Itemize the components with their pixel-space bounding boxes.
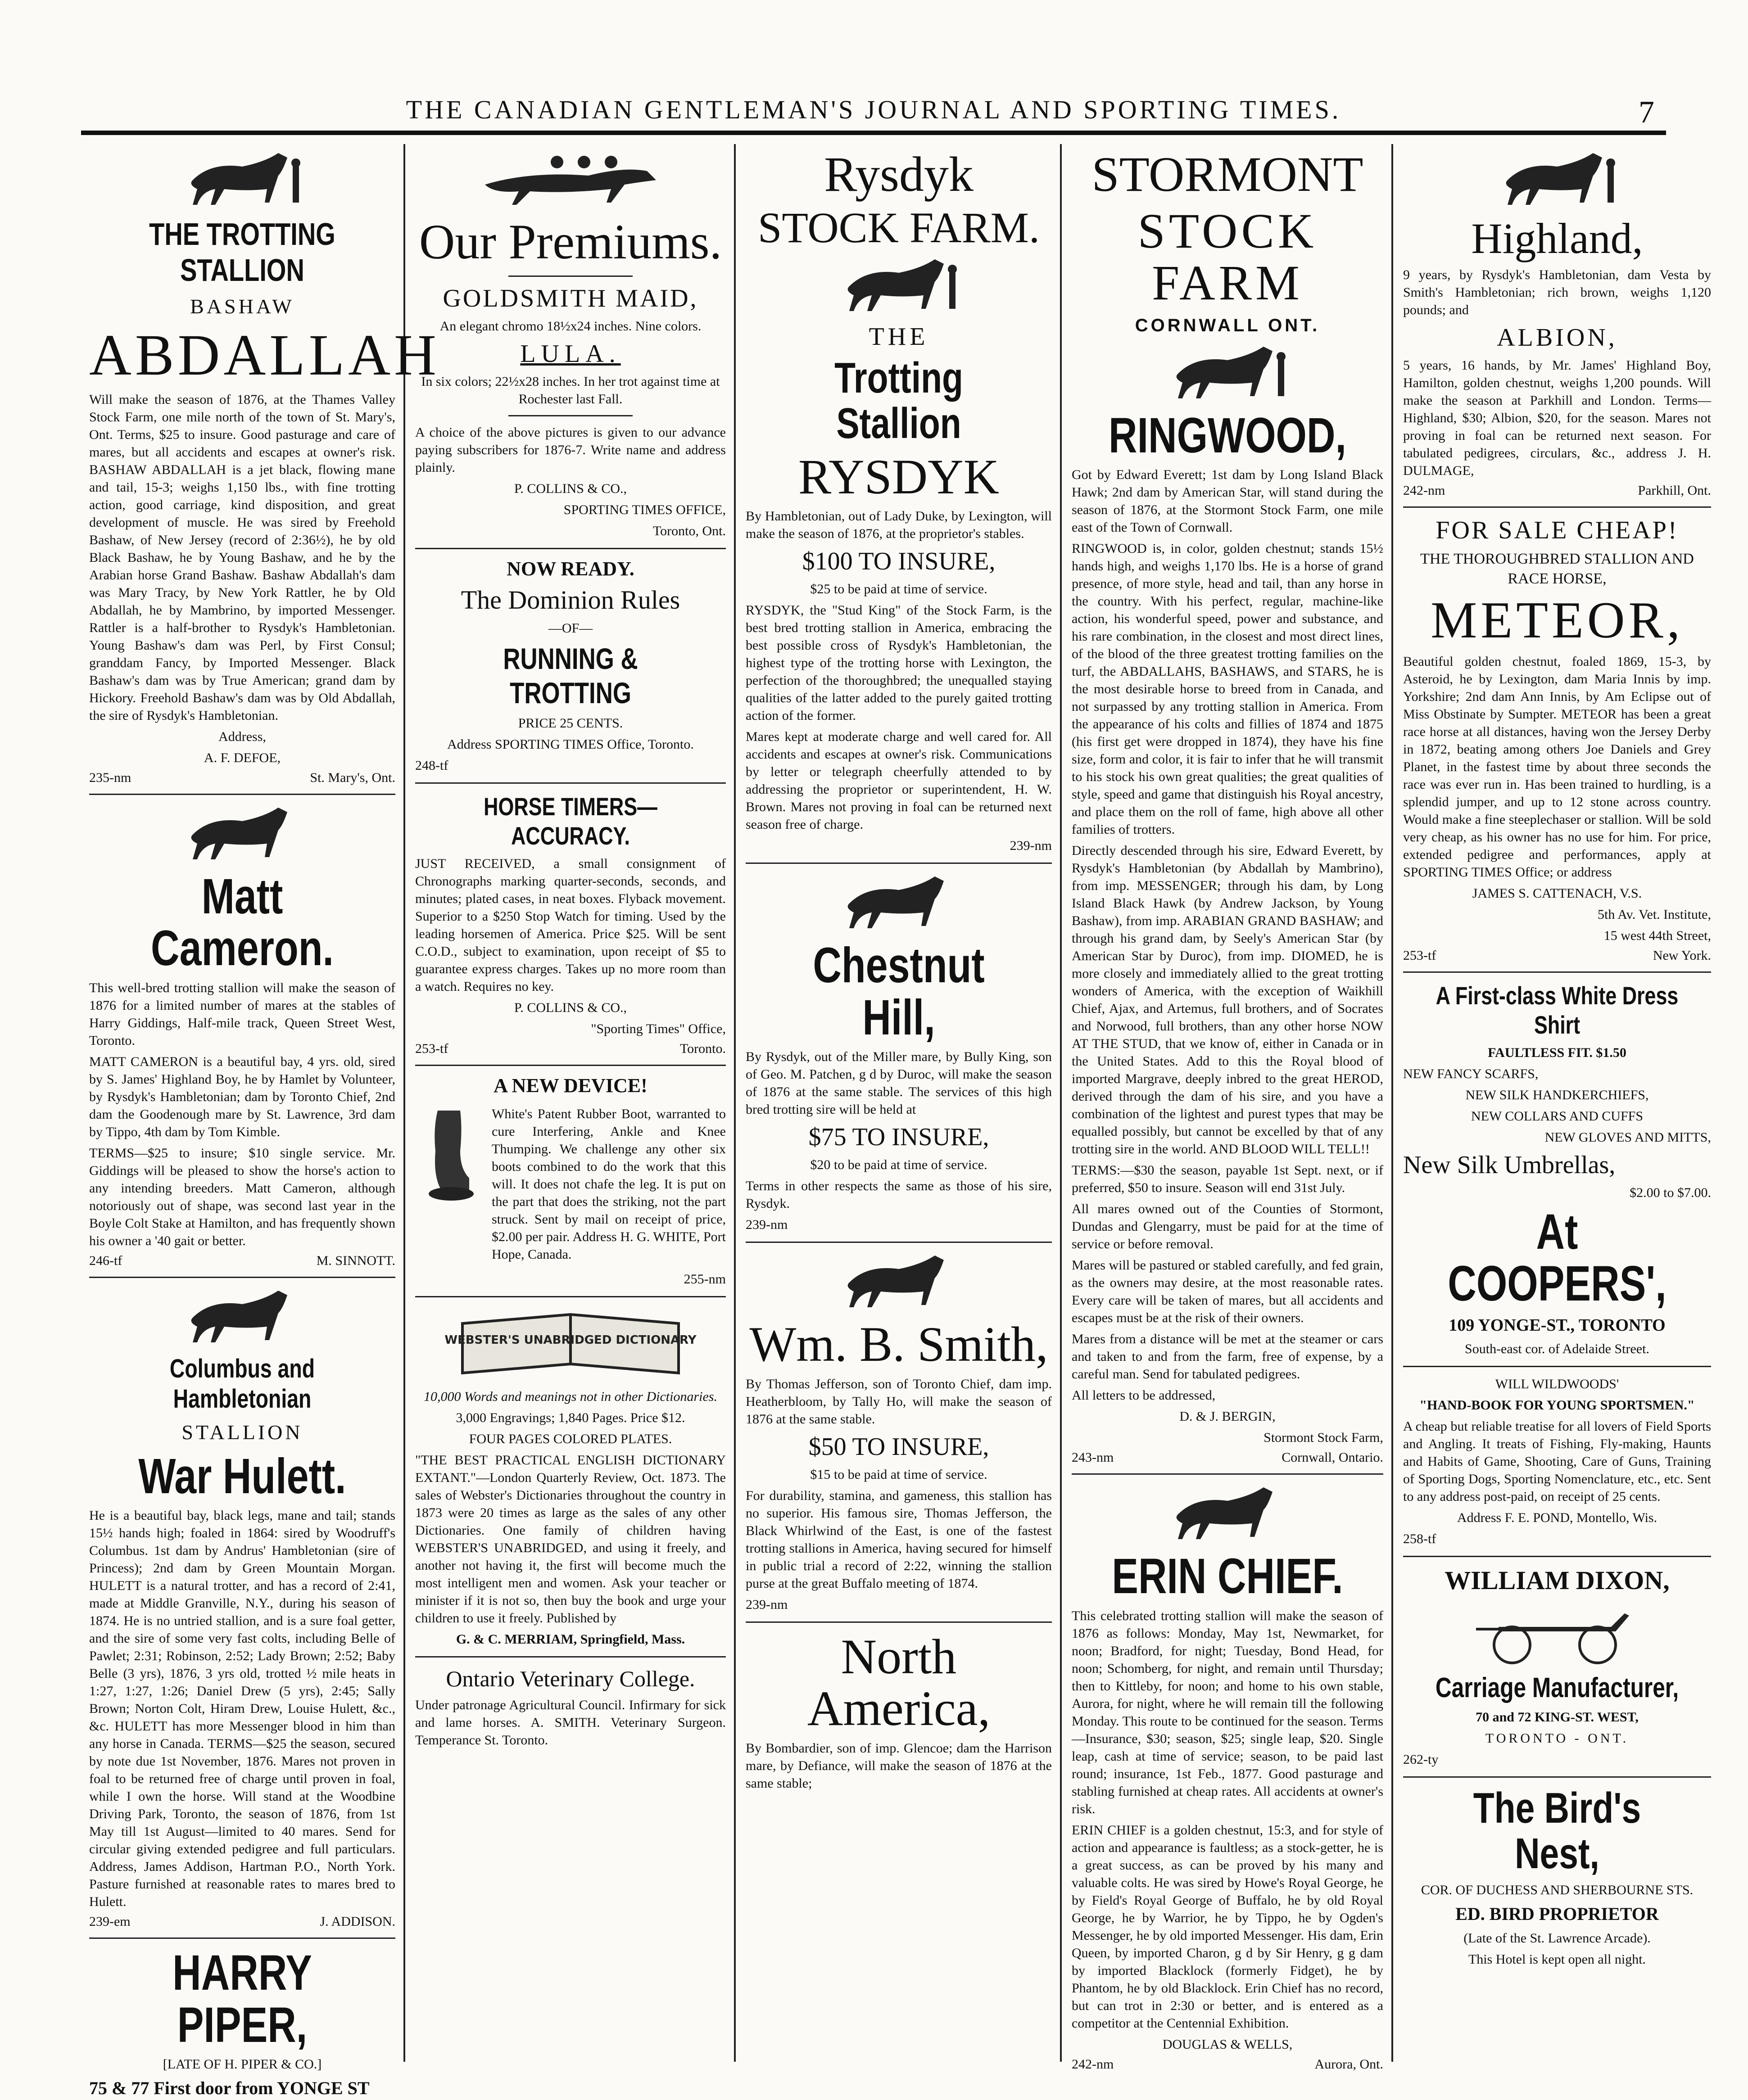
item-line: NEW FANCY SCARFS, — [1403, 1066, 1539, 1081]
ad-meteor — [1403, 516, 1711, 963]
ad-heading: WILL WILDWOODS' — [1495, 1377, 1619, 1392]
business-address: 75 & 77 First door from YONGE ST — [89, 2078, 370, 2098]
ad-ref: 258-tf — [1403, 1531, 1436, 1547]
horse-icon — [175, 1286, 310, 1349]
ad-body: RYSDYK, the "Stud King" of the Stock Farm, is the best bred trotting stallion in America, embracing the best possible cross of Rysdyk's Hambletonian, the highest type of the trotting horse with Lexington, the perfection of the thoroughbred; the unequalled staying qualities of the latter added to the purely gaited trotting action of the former. — [746, 603, 1052, 723]
ad-ref: 255-nm — [684, 1271, 726, 1287]
ad-signature — [1403, 948, 1711, 963]
ad-horse-timers — [415, 792, 726, 1057]
address-city: St. Mary's, Ont. — [310, 770, 395, 785]
divider — [415, 548, 726, 549]
ad-body: By Bombardier, son of imp. Glencoe; dam the Harrison mare, by Defiance, will make the season of 1876 at the same stable; — [746, 1740, 1052, 1791]
ad-ref: 253-tf — [1403, 948, 1436, 963]
business-address: COR. OF DUCHESS AND SHERBOURNE STS. — [1421, 1882, 1694, 1897]
insure-terms: $75 TO INSURE, — [808, 1123, 989, 1152]
ad-signature — [1403, 483, 1711, 498]
ad-body: RINGWOOD is, in color, golden chestnut; stands 15½ hands high, and weighs 1,170 lbs. He is a horse of grand presence, of more style, head and tail, than any horse in the country. With his perfect, regular, machine-like action, his wonderful speed, power and substance, and his rare combination, in the closest and most direct lines, of the blood of the three greatest trotting families on the turf, the ABDALLAHS, BASHAWS, and STARS, he is the most desirable horse to breed from in Canada, and not surpassed by any trotting stallion in America. From the appearance of his colts and fillies of 1874 and 1875 (his first get were dropped in 1874), they have his fine size, form and color, it is fair to infer that he will transmit to his stock his own great qualities; the great qualities of style, speed and game that distinguish his Royal ancestry, and place them on the roll of fame, high above all other families of trotters. — [1072, 541, 1383, 837]
ad-ref: 253-tf — [415, 1041, 448, 1056]
item-line: NEW GLOVES AND MITTS, — [1544, 1129, 1711, 1145]
signature: Toronto. — [679, 1041, 726, 1056]
ad-heading: THE TROTTING STALLION — [149, 217, 335, 288]
ad-north-america — [746, 1631, 1052, 1792]
ad-body: This well-bred trotting stallion will make the season of 1876 for a limited number of mares at the stables of Harry Giddings, Half-mile track, Queen Street West, Toronto. — [89, 980, 395, 1048]
divider — [1403, 506, 1711, 508]
divider — [415, 1065, 726, 1066]
divider — [415, 1656, 726, 1657]
business-city: TORONTO - ONT. — [1485, 1731, 1629, 1746]
ad-body: ERIN CHIEF is a golden chestnut, 15:3, and for style of action and appearance is faultless; as a stock-getter, he is a great success, as can be proved by his many and valuable colts. He was sired by Howe's Royal George, he by Field's Royal George of Buffalo, he by old Royal George, he by Warrior, he by Tippo, he by Ogden's Messenger, he by old imported Messenger. His dam, Erin Queen, by imported Charon, g d by Sir Henry, g g dam by imported Blacklock (formerly Fidget), he by Phantom, he by old Blacklock. Erin Chief has no record, but can trot in 2:30 or better, and is entered as a competitor at the Centennial Exhibition. — [1072, 1822, 1383, 2031]
svg-text:WEBSTER'S UNABRIDGED DICTIONAR: WEBSTER'S UNABRIDGED DICTIONARY — [444, 1333, 697, 1347]
address-name: A. F. DEFOE, — [204, 750, 281, 765]
masthead — [81, 95, 1666, 135]
business-note: (Late of the St. Lawrence Arcade). — [1463, 1930, 1651, 1946]
ad-signature — [89, 1914, 395, 1929]
signature: SPORTING TIMES OFFICE, — [563, 502, 726, 517]
book-address: Address SPORTING TIMES Office, Toronto. — [447, 736, 694, 752]
ad-heading: HORSE TIMERS—ACCURACY. — [484, 792, 657, 850]
divider — [746, 863, 1052, 864]
ad-signature — [89, 770, 395, 786]
farm-place: CORNWALL ONT. — [1135, 315, 1320, 335]
page-number: 7 — [1639, 95, 1657, 130]
ad-matt-cameron — [89, 803, 395, 1269]
stallion-name: North America, — [807, 1629, 991, 1736]
signature: Aurora, Ont. — [1314, 2056, 1383, 2072]
ad-subheading: BASHAW — [190, 295, 294, 318]
stallion-name: Matt Cameron. — [151, 868, 334, 976]
signature: Stormont Stock Farm, — [1263, 1430, 1383, 1445]
premium-description: An elegant chromo 18½x24 inches. Nine colors. — [439, 318, 702, 334]
book-title: The Dominion Rules — [461, 585, 680, 614]
insure-terms: $100 TO INSURE, — [802, 547, 996, 576]
racing-horses-icon — [476, 149, 665, 212]
rubber-boot-icon — [415, 1102, 487, 1205]
divider — [746, 1242, 1052, 1243]
ad-subheading: FAULTLESS FIT. $1.50 — [1488, 1045, 1626, 1060]
ad-subheading: "HAND-BOOK FOR YOUNG SPORTSMEN." — [1419, 1398, 1695, 1413]
horse-icon — [831, 1251, 966, 1314]
stallion-name: Wm. B. Smith, — [749, 1317, 1048, 1372]
ad-body: JUST RECEIVED, a small consignment of Chronographs marking quarter-seconds, seconds, and minutes; plated cases, in neat boxes. Flyback movement. Superior to a $250 Stop Watch for timing. Used by the leading horsemen of America. Price $25. Will be sent C.O.D., subject to examination, upon receipt of $5 to guarantee express charges. Takes up no more room than a watch. Requires no key. — [415, 856, 726, 994]
horse-icon — [1160, 342, 1295, 405]
divider — [415, 782, 726, 784]
ad-webster — [415, 1305, 726, 1648]
ad-heading: A NEW DEVICE! — [494, 1074, 648, 1097]
ad-ref: 239-nm — [746, 1597, 788, 1612]
stallion-name: Highland, — [1471, 214, 1643, 262]
signature: DOUGLAS & WELLS, — [1162, 2037, 1293, 2052]
address-label: Address, — [218, 729, 266, 744]
open-book-icon — [444, 1305, 697, 1382]
item-line: NEW SILK HANDKERCHIEFS, — [1465, 1087, 1649, 1102]
ad-ref: 242-nm — [1072, 2056, 1114, 2072]
column-3 — [738, 144, 1062, 2062]
ad-body: All mares owned out of the Counties of Stormont, Dundas and Glengarry, must be paid for at the time of service or before removal. — [1072, 1201, 1383, 1251]
stallion-name: ALBION, — [1497, 323, 1617, 352]
book-subtitle: RUNNING & TROTTING — [503, 641, 638, 709]
divider — [89, 1937, 395, 1939]
farm-title: STOCK FARM. — [758, 203, 1040, 252]
book-of: —OF— — [548, 620, 593, 636]
signature: G. & C. MERRIAM, Springfield, Mass. — [456, 1631, 685, 1647]
divider — [415, 1296, 726, 1297]
business-name: The Bird's Nest, — [1473, 1784, 1641, 1878]
ad-the: THE — [869, 323, 929, 351]
book-price: PRICE 25 CENTS. — [518, 715, 623, 731]
service-terms: $20 to be paid at time of service. — [810, 1157, 987, 1173]
ad-ref: 248-tf — [415, 758, 448, 773]
ad-vet-college — [415, 1666, 726, 1749]
stallion-name: Chestnut Hill, — [813, 938, 985, 1045]
signature: 5th Av. Vet. Institute, — [1598, 907, 1711, 922]
ad-heading: Trotting Stallion — [834, 354, 963, 448]
ad-body: MATT CAMERON is a beautiful bay, 4 yrs. old, sired by S. James' Highland Boy, he by Hamlet by Volunteer, by Rysdyk's Hambletonian; dam by Toronto Chief, 2nd dam the Goodenough mare by St. Lawrence, 3rd dam by Tippo, 4th dam by Tom Kimble. — [89, 1054, 395, 1139]
stallion-name: RYSDYK — [798, 449, 1000, 504]
ad-body: 5 years, 16 hands, by Mr. James' Highland Boy, Hamilton, golden chestnut, weighs 1,200 pounds. Will make the season at Parkhill and London. Terms—Highland, $30; Albion, $20, for the season. Mares not proving in foal can be returned next season. For tabulated pedigrees, circulars, &c., address J. H. DULMAGE, — [1403, 357, 1711, 478]
signature: Cornwall, Ontario. — [1282, 1450, 1383, 1465]
divider — [1403, 1776, 1711, 1778]
ad-signature — [1072, 2057, 1383, 2072]
ad-subheading: THE THOROUGHBRED STALLION AND RACE HORSE, — [1420, 550, 1694, 587]
divider — [508, 275, 633, 277]
horse-icon — [831, 872, 966, 935]
business-footer: This Hotel is kept open all night. — [1468, 1951, 1646, 1967]
ad-body: Directly descended through his sire, Edward Everett, by Rysdyk's Hambletonian (by Abdallah by Mambrino), from imp. MESSENGER; through his dam, by Long Island Black Hawk (by Andrew Jackson, by Young Bashaw), from imp. ARABIAN GRAND BASHAW; and through his grand dam, by Seely's American Star (by American Star by Duroc), from imp. DIOMED, he is more closely and immediately allied to the great trotting wonders of America, with the exception of Waikhill Chief, Ajax, and Artemus, full brothers, and of Socrates and Norwood, full brothers, than any other horse NOW AT THE STUD, that we know of, either in Canada or in the United States. Add to this the Royal blood of imported Margrave, deeply inbred to the great HEROD, derived through the dam of his sire, and you have a combination of the lightest and purest types that may be equalled possibly, but cannot be excelled by that of any trotting sire in the world. AND BLOOD WILL TELL!! — [1072, 843, 1383, 1156]
ad-signature — [89, 1253, 395, 1269]
service-terms: $25 to be paid at time of service. — [810, 582, 987, 597]
divider — [1072, 1473, 1383, 1475]
signature: Address F. E. POND, Montello, Wis. — [1457, 1510, 1657, 1526]
horse-icon — [175, 149, 310, 212]
ad-signature — [415, 1041, 726, 1057]
divider — [89, 794, 395, 795]
ad-body: Terms in other respects the same as those of his sire, Rysdyk. — [746, 1179, 1052, 1211]
ad-heading: NOW READY. — [507, 557, 634, 580]
ad-subheading: STALLION — [181, 1420, 303, 1444]
ad-body: By Rysdyk, out of the Miller mare, by Bully King, son of Geo. M. Patchen, g d by Duroc, will make the season of 1876 at the same stable. The services of this high bred trotting sire will be held at — [746, 1049, 1052, 1117]
signature: Parkhill, Ont. — [1638, 483, 1711, 498]
column-2 — [407, 144, 736, 2062]
ad-body: Under patronage Agricultural Council. Infirmary for sick and lame horses. A. SMITH. Veterinary Surgeon. Temperance St. Toronto. — [415, 1697, 726, 1748]
ad-ref: 242-nm — [1403, 483, 1445, 498]
business-subtitle: [LATE OF H. PIPER & CO.] — [163, 2057, 322, 2072]
ad-signature — [1072, 1450, 1383, 1465]
umbrella-price: $2.00 to $7.00. — [1630, 1185, 1711, 1200]
ad-ref: 239-nm — [1010, 838, 1052, 854]
ad-ref: 239-nm — [746, 1217, 788, 1233]
farm-title: STORMONT — [1091, 147, 1363, 202]
horse-icon — [831, 255, 966, 318]
ad-dominion-rules — [415, 557, 726, 774]
ad-body: White's Patent Rubber Boot, warranted to cure Interfering, Ankle and Knee Thumping. We challenge any other six boots combined to do the work that this will. It does not chafe the leg. It is put on the part that does the striking, not the part struck. Sent by mail on receipt of price, $2.00 per pair. Address H. G. WHITE, Port Hope, Canada. — [492, 1106, 726, 1262]
ad-stormont — [1072, 149, 1383, 1465]
premium-name: GOLDSMITH MAID, — [443, 284, 698, 312]
store-name: At COOPERS', — [1448, 1204, 1666, 1312]
ad-body: He is a beautiful bay, black legs, mane and tail; stands 15½ hands high; foaled in 1864: sired by Woodruff's Columbus. 1st dam by Andrus' Hambletonian (sire of Princess); 2nd dam by Green Mountain Morgan. HULETT is a natural trotter, and has a record of 2:41, made at Middle Granville, N.Y., during his season of 1874. He is no untried stallion, and is a sure foal getter, and the sire of some very fast colts, including Belle of Pawlet; 2:31; Robinson, 2:52; Lady Brown; 2:52; Baby Belle (3 yrs), 1876, 3 yrs old, trotted ½ mile heats in 1:27, 1:27, 1:26; Daniel Drew (5 yrs), 2:45; Sally Brown; Norton Colt, Hiram Drew, Louise Hulett, &c., &c. HULETT has more Messenger blood in him than any horse in Canada. TERMS—$25 the season, secured by note due 1st November, 1876. Mares not proven in foal to be returned free of charge until proven in foal, while I own the horse. Will stand at the Woodbine Driving Park, Toronto, the season of 1876, from 1st May till 1st August—limited to 40 mares. Send for circular giving extended pedigree and full particulars. Address, James Addison, Hartman P.O., North York. Pasture furnished at reasonable rates to mares bred to Hulett. — [89, 1508, 395, 1909]
ad-erin-chief — [1072, 1483, 1383, 2072]
signature: Toronto, Ont. — [652, 523, 726, 538]
ad-body: Beautiful golden chestnut, foaled 1869, 15-3, by Asteroid, he by Lexington, dam Maria Innis by imp. Yorkshire; 2nd dam Ann Innis, by Am Eclipse out of Miss Obstinate by Sumpter. METEOR has been a great race horse at all distances, having won the Jersey Derby in 1872, beating among others Joe Daniels and Grey Planet, in the fastest time by about three seconds the race was ever run in. Has been trained to hurdling, is a splendid jumper, and up to 12 stone across country. Would make a fine steeplechaser or stallion. Will be sold very cheap, as his owner has no use for him. For price, extended pedigree and performances, apply at SPORTING TIMES Office; or address — [1403, 654, 1711, 880]
divider — [1403, 971, 1711, 973]
ad-highland — [1403, 149, 1711, 498]
signature: J. ADDISON. — [320, 1914, 395, 1929]
ad-body: "THE BEST PRACTICAL ENGLISH DICTIONARY EXTANT."—London Quarterly Review, Oct. 1873. The sales of Webster's Dictionaries throughout the country in 1873 were 20 times as large as the sales of any other Dictionaries. One family of children having WEBSTER'S UNABRIDGED, and using it freely, and another not having it, the first will become much the most intelligent men and women. Ask your teacher or minister if it is not so, then buy the book and urge your children to use it freely. Published by — [415, 1452, 726, 1626]
stallion-name: ERIN CHIEF. — [1112, 1549, 1343, 1604]
section-title: Our Premiums. — [419, 214, 722, 269]
ad-body: Will make the season of 1876, at the Thames Valley Stock Farm, one mile north of the town of St. Mary's, Ont. Terms, $25 to insure. Good pasturage and care of mares, but all accidents and escapes at owner's risk. BASHAW ABDALLAH is a jet black, flowing mane and tail, 15-3; weighs 1,150 lbs., with fine trotting action, good carriage, kind disposition, and great development of muscle. He was sired by Freehold Bashaw, of New Jersey (record of 2:36½), he by old Black Bashaw, he by Young Bashaw, and he by the Arabian horse Grand Bashaw. Bashaw Abdallah's dam was Mary Tracy, by New York Rattler, he by Old Abdallah, he by Mambrino, by imported Messenger. Rattler is a half-brother to Rysdyk's Hambletonian. Young Bashaw's dam was Perl, by First Consul; granddam Fancy, by Imported Messenger. Black Bashaw's dam was by True American; grand dam by Hickory. Freehold Bashaw's dam was by Old Abdallah, the sire of Rysdyk's Hambletonian. — [89, 392, 395, 723]
service-terms: $15 to be paid at time of service. — [810, 1467, 987, 1482]
ad-body: TERMS—$25 to insure; $10 single service. Mr. Giddings will be pleased to show the horse's action to any intending breeders. Matt Cameron, although notoriously out of shape, was second last year in the Boyle Colt Stake at Hamilton, and has frequently shown his owner a '40 gait or better. — [89, 1145, 395, 1248]
ad-body: 9 years, by Rysdyk's Hambletonian, dam Vesta by Smith's Hambletonian; rich brown, weighs 1,120 pounds; and — [1403, 267, 1711, 317]
ad-ref: 262-ty — [1403, 1752, 1439, 1767]
ad-wm-b-smith — [746, 1251, 1052, 1613]
business-address: 70 and 72 KING-ST. WEST, — [1476, 1710, 1639, 1725]
ad-heading: Columbus and Hambletonian — [169, 1354, 315, 1414]
stallion-name: RINGWOOD, — [1109, 407, 1346, 463]
signature: New York. — [1653, 948, 1711, 963]
ad-coopers — [1403, 981, 1711, 1358]
business-proprietor: ED. BIRD PROPRIETOR — [1455, 1903, 1659, 1924]
horse-icon — [1490, 149, 1625, 212]
ad-birds-nest — [1403, 1786, 1711, 1968]
stallion-name: ABDALLAH — [89, 323, 440, 388]
divider — [89, 1277, 395, 1278]
column-5 — [1395, 144, 1719, 2062]
ad-body: For durability, stamina, and gameness, this stallion has no superior. His famous sire, Thomas Jefferson, the Black Whirlwind of the East, is one of the fastest trotting stallions in America, having secured for himself in public trial a record of 2:22, winning the stallion purse at the great Buffalo meeting of 1874. — [746, 1488, 1052, 1591]
ad-body: By Hambletonian, out of Lady Duke, by Lexington, will make the season of 1876, at the proprietor's stables. — [746, 509, 1052, 542]
ad-war-hulett — [89, 1286, 395, 1930]
signature: D. & J. BERGIN, — [1179, 1409, 1276, 1424]
store-address: 109 YONGE-ST., TORONTO — [1449, 1315, 1666, 1335]
signature: JAMES S. CATTENACH, V.S. — [1472, 885, 1642, 901]
ad-body: TERMS:—$30 the season, payable 1st Sept. next, or if preferred, $50 to insure. Season will end 31st July. — [1072, 1163, 1383, 1195]
signature: P. COLLINS & CO., — [514, 1000, 627, 1015]
store-corner: South-east cor. of Adelaide Street. — [1465, 1341, 1649, 1357]
divider — [508, 415, 633, 416]
ad-ref: 243-nm — [1072, 1450, 1114, 1465]
signature: "Sporting Times" Office, — [591, 1021, 726, 1036]
insure-terms: $50 TO INSURE, — [808, 1432, 989, 1461]
ad-body: Mares from a distance will be met at the steamer or cars and taken to and from the farm, free of expense, by a careful man. Send for tabulated pedigrees. — [1072, 1332, 1383, 1382]
ad-harry-piper — [89, 1947, 395, 2100]
signature: M. SINNOTT. — [316, 1253, 395, 1268]
business-name: HARRY PIPER, — [172, 1945, 312, 2053]
stallion-name: War Hulett. — [138, 1448, 346, 1504]
ad-heading: A First-class White Dress Shirt — [1436, 981, 1679, 1039]
business-trade: Carriage Manufacturer, — [1435, 1672, 1679, 1704]
ad-heading: Ontario Veterinary College. — [446, 1666, 695, 1691]
ad-body: This celebrated trotting stallion will make the season of 1876 as follows: Monday, May 1st, Newmarket, for noon; Bradford, for night; Tuesday, Bond Head, for noon; Schomberg, for night, and remain until Thursday; then to Kittleby, for noon; and home to his own stable, Aurora, for night, where he will remain till the following Monday. This route to be continued for the season. Terms—Insurance, $30; season, $25; single leap, $20. Single leap, cash at time of service; season, to be paid last round; insurance, 1st Feb., 1877. Good pasturage and stabling furnished at cheap rates. All accidents at owner's risk. — [1072, 1608, 1383, 1816]
signature: 15 west 44th Street, — [1603, 928, 1711, 943]
ad-wildwood — [1403, 1375, 1711, 1548]
premium-description: In six colors; 22½x28 inches. In her trot against time at Rochester last Fall. — [421, 374, 720, 406]
carriage-icon — [1463, 1600, 1652, 1667]
farm-title: Rysdyk — [824, 147, 974, 202]
ad-rysdyk — [746, 149, 1052, 854]
divider — [1403, 1366, 1711, 1367]
business-name: WILLIAM DIXON, — [1445, 1566, 1670, 1595]
horse-icon — [1160, 1483, 1295, 1546]
ad-line: FOUR PAGES COLORED PLATES. — [469, 1431, 672, 1446]
ad-ref: 239-em — [89, 1914, 131, 1929]
umbrella-line: New Silk Umbrellas, — [1403, 1151, 1616, 1179]
ad-body: A cheap but reliable treatise for all lovers of Field Sports and Angling. It treats of Fishing, Fly-making, Haunts and Habits of Game, Shooting, Care of Guns, Training of Sporting Dogs, Sporting Nomenclature, etc., etc. Sent to any address post-paid, on receipt of 25 cents. — [1403, 1419, 1711, 1504]
ad-body: By Thomas Jefferson, son of Toronto Chief, dam imp. Heatherbloom, by Tally Ho, will make the season of 1876 at the same stable. — [746, 1376, 1052, 1427]
ad-william-dixon — [1403, 1565, 1711, 1768]
ad-ref: 246-tf — [89, 1253, 122, 1268]
item-line: NEW COLLARS AND CUFFS — [1471, 1108, 1644, 1124]
horse-icon — [175, 803, 310, 866]
device-row — [415, 1102, 726, 1267]
ad-line: 10,000 Words and meanings not in other Dictionaries. — [424, 1389, 717, 1404]
ad-body: All letters to be addressed, — [1072, 1388, 1216, 1403]
ad-ref: 235-nm — [89, 770, 131, 785]
ad-chestnut-hill — [746, 872, 1052, 1233]
stallion-name: METEOR, — [1431, 592, 1684, 650]
premium-name: LULA. — [520, 339, 621, 368]
ad-line: 3,000 Engravings; 1,840 Pages. Price $12. — [456, 1410, 685, 1425]
ad-body: Mares will be pastured or stabled carefully, and fed grain, as the owners may desire, at the most reasonable rates. Every care will be taken of mares, but all accidents and escapes must be at the risk of their owners. — [1072, 1258, 1383, 1325]
ad-body: Mares kept at moderate charge and well cared for. All accidents and escapes at owner's risk. Communications by letter or telegraph cheerfully attended to by addressing the proprietor or superintendent, H. W. Brown. Mares not proving in foal can be returned next season free of charge. — [746, 729, 1052, 832]
divider — [1403, 1556, 1711, 1557]
farm-title: STOCK FARM — [1137, 203, 1318, 310]
ad-heading: FOR SALE CHEAP! — [1436, 516, 1679, 544]
ad-new-device — [415, 1074, 726, 1288]
divider — [746, 1621, 1052, 1623]
ad-body: Got by Edward Everett; 1st dam by Long Island Black Hawk; 2nd dam by American Star, will stand during the season of 1876, at the Stormont Stock Farm, one mile east of the Town of Cornwall. — [1072, 467, 1383, 535]
masthead-title: THE CANADIAN GENTLEMAN'S JOURNAL AND SPORTING TIMES. — [406, 95, 1341, 124]
signature: P. COLLINS & CO., — [514, 481, 627, 496]
column-4 — [1064, 144, 1393, 2072]
premium-offer: A choice of the above pictures is given to our advance paying subscribers for 1876-7. Write name and address plainly. — [415, 425, 726, 475]
ad-premiums — [415, 149, 726, 540]
